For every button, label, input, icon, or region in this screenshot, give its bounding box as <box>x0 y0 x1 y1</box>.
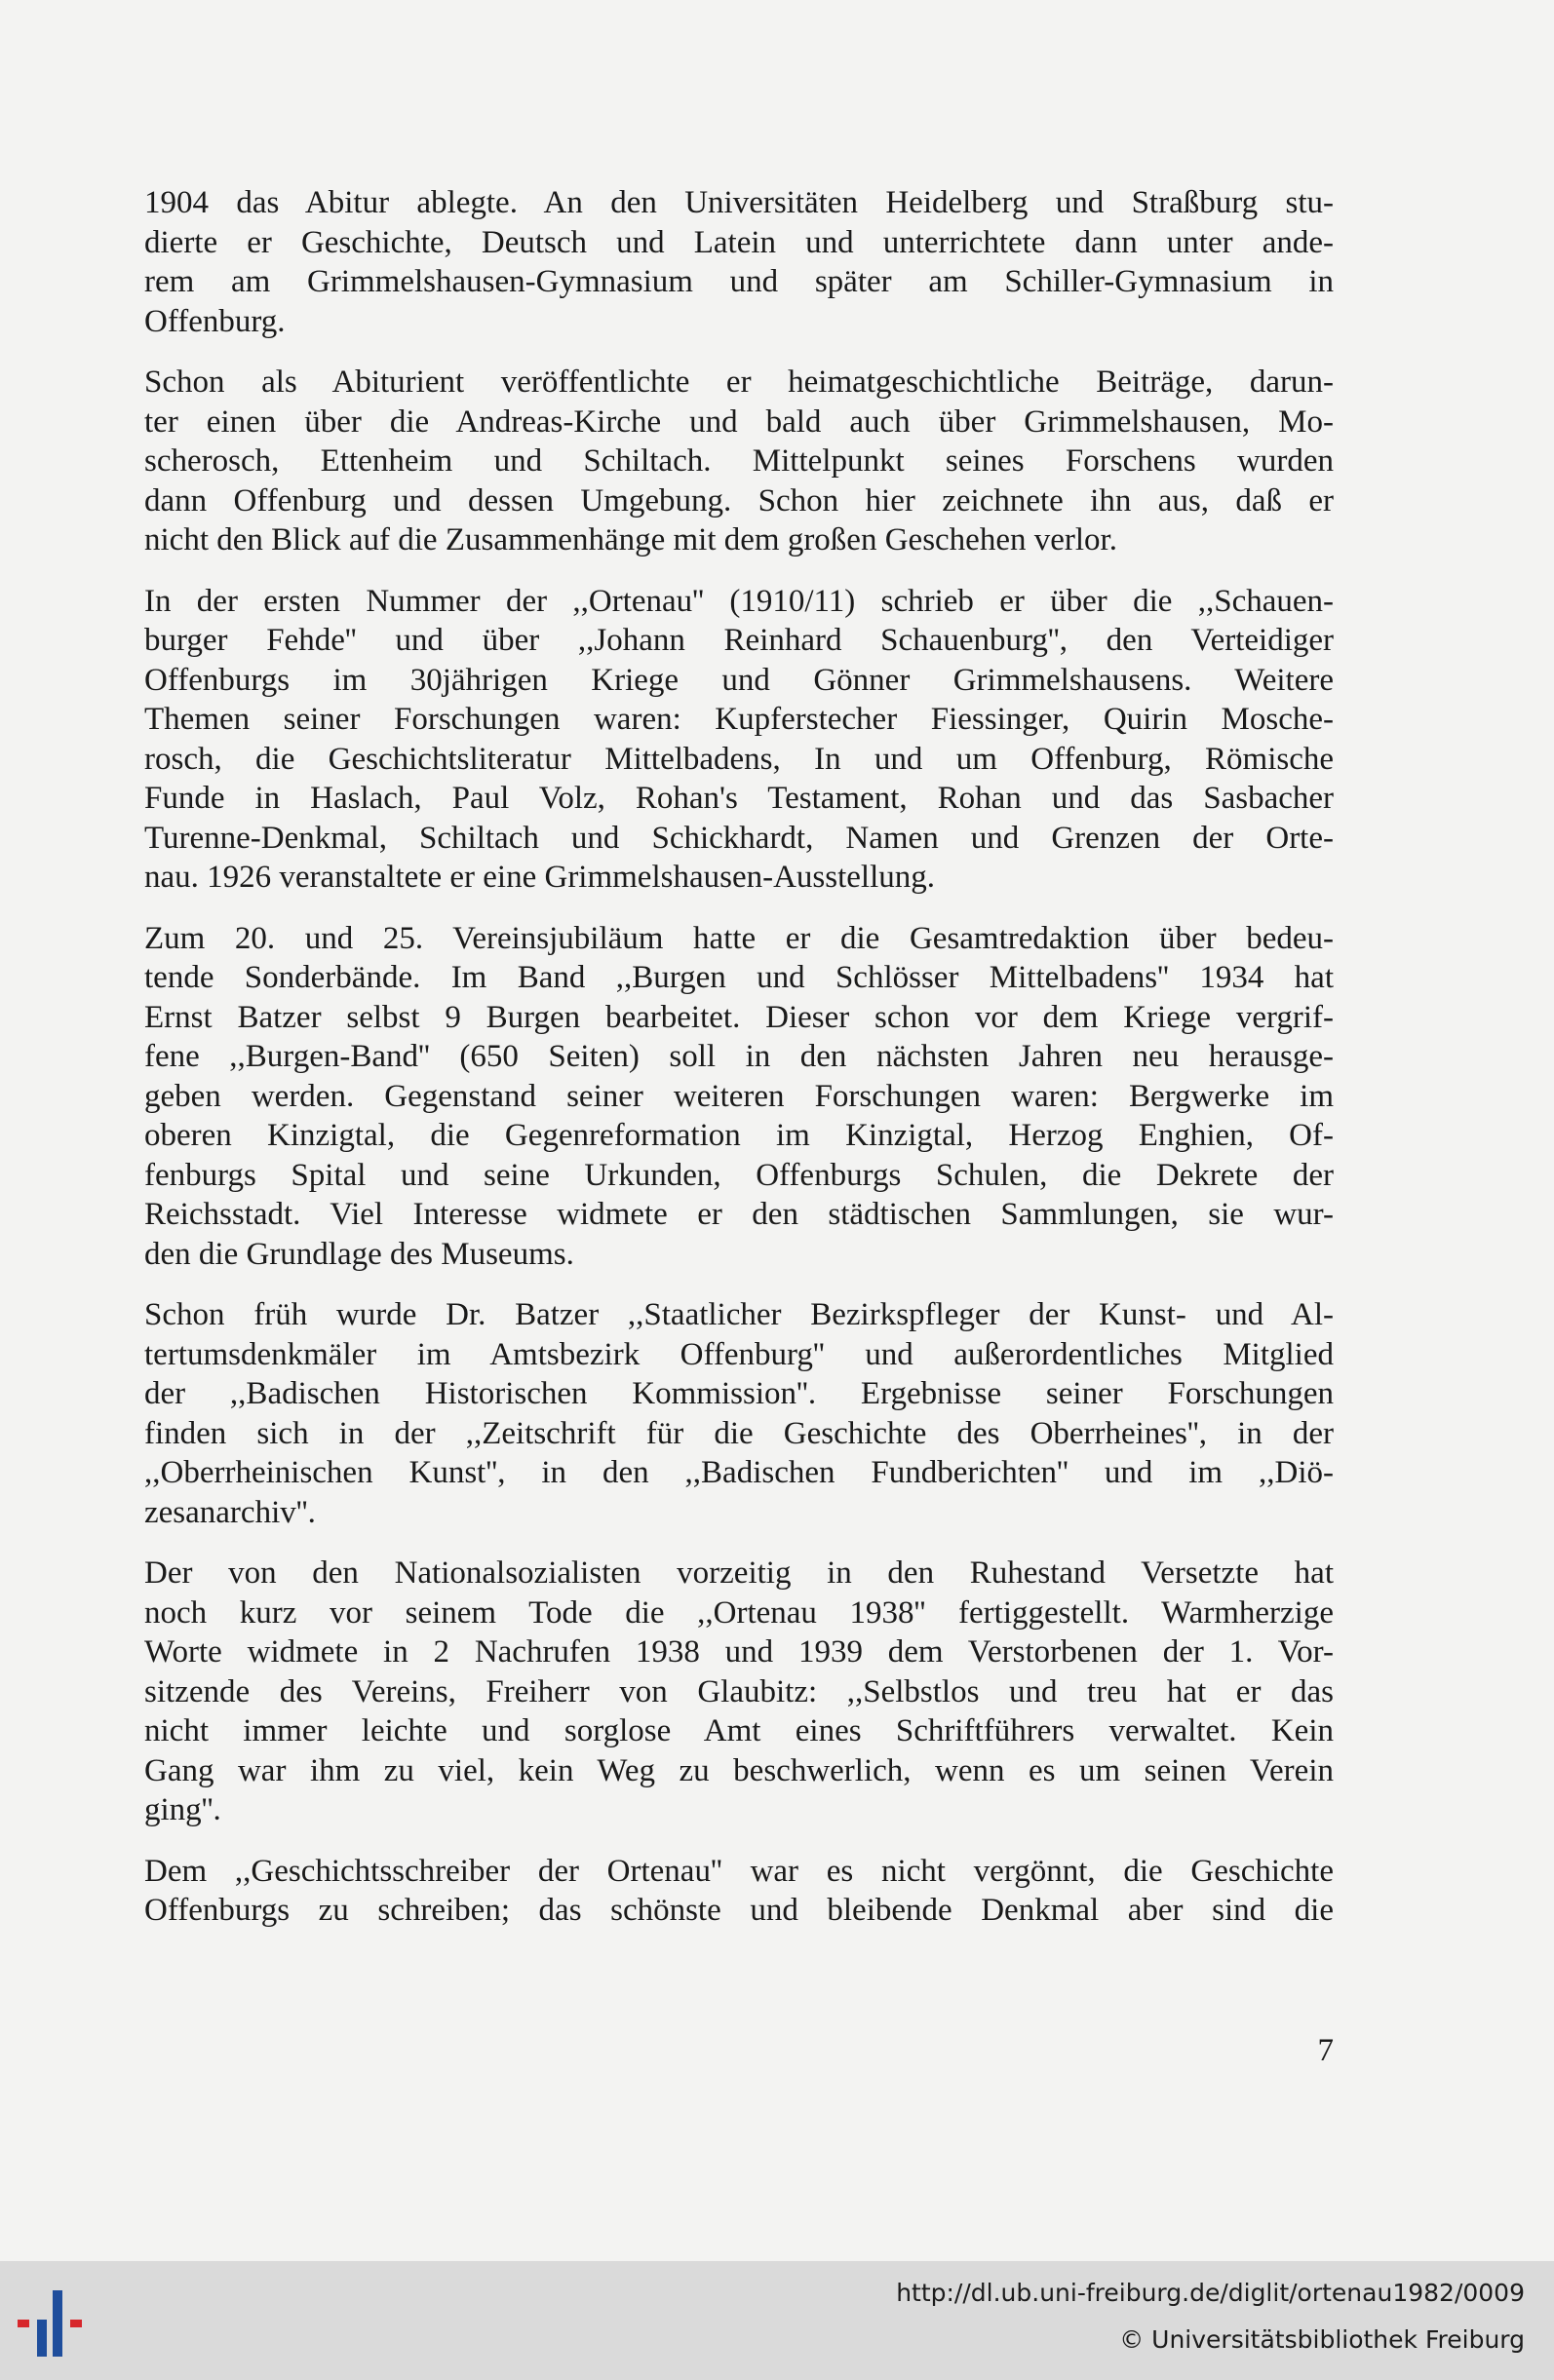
text-line: tende Sonderbände. Im Band ,,Burgen und Schlösser Mittelbadens'' 1934 hat <box>144 960 1334 995</box>
paragraph <box>144 1554 1334 1830</box>
text-line: Turenne-Denkmal, Schiltach und Schickhardt, Namen und Grenzen der Orte- <box>144 820 1334 856</box>
ub-freiburg-logo-icon <box>18 2279 96 2366</box>
text-line: der ,,Badischen Historischen Kommission''. Ergebnisse seiner Forschungen <box>144 1376 1334 1411</box>
text-line: scherosch, Ettenheim und Schiltach. Mittelpunkt seines Forschens wurden <box>144 443 1334 479</box>
text-line: nicht immer leichte und sorglose Amt eines Schriftführers verwaltet. Kein <box>144 1713 1334 1748</box>
text-line: noch kurz vor seinem Tode die ,,Ortenau 1938'' fertiggestellt. Warmherzige <box>144 1594 1334 1631</box>
text-line: burger Fehde'' und über ,,Johann Reinhard Schauenburg'', den Verteidiger <box>144 623 1334 658</box>
body-text <box>144 183 1334 1952</box>
text-line: zesanarchiv''. <box>144 1494 316 1530</box>
text-line: dann Offenburg und dessen Umgebung. Schon hier zeichnete ihn aus, daß er <box>144 482 1334 518</box>
paragraph <box>144 582 1334 898</box>
text-line: Gang war ihm zu viel, kein Weg zu beschwerlich, wenn es um seinen Verein <box>144 1752 1334 1788</box>
footer-url-link[interactable]: http://dl.ub.uni-freiburg.de/diglit/ortenau1982/0009 <box>896 2279 1525 2307</box>
text-line: dierte er Geschichte, Deutsch und Latein und unterrichtete dann unter ande- <box>144 224 1334 260</box>
text-line: Funde in Haslach, Paul Volz, Rohan's Testament, Rohan und das Sasbacher <box>144 781 1334 816</box>
text-line: fenburgs Spital und seine Urkunden, Offenburgs Schulen, die Dekrete der <box>144 1157 1334 1193</box>
paragraph <box>144 1295 1334 1532</box>
text-line: rosch, die Geschichtsliteratur Mittelbadens, In und um Offenburg, Römische <box>144 741 1334 777</box>
text-line: Der von den Nationalsozialisten vorzeitig in den Ruhestand Versetzte hat <box>144 1555 1334 1591</box>
text-line: Offenburgs im 30jährigen Kriege und Gönner Grimmelshausens. Weitere <box>144 662 1334 698</box>
text-line: ,,Oberrheinischen Kunst'', in den ,,Badischen Fundberichten'' und im ,,Diö- <box>144 1455 1334 1490</box>
paragraph <box>144 363 1334 560</box>
text-line: den die Grundlage des Museums. <box>144 1236 574 1272</box>
footer-band <box>0 2261 1554 2380</box>
text-line: Schon als Abiturient veröffentlichte er heimatgeschichtliche Beiträge, darun- <box>144 365 1334 400</box>
text-line: Offenburgs zu schreiben; das schönste und bleibende Denkmal aber sind die <box>144 1893 1334 1928</box>
text-line: Ernst Batzer selbst 9 Burgen bearbeitet. Dieser schon vor dem Kriege vergrif- <box>144 999 1334 1035</box>
text-line: Themen seiner Forschungen waren: Kupferstecher Fiessinger, Quirin Mosche- <box>144 702 1334 737</box>
text-line: Offenburg. <box>144 303 286 339</box>
paragraph <box>144 919 1334 1275</box>
text-line: rem am Grimmelshausen-Gymnasium und später am Schiller-Gymnasium in <box>144 264 1334 299</box>
text-line: 1904 das Abitur ablegte. An den Universitäten Heidelberg und Straßburg stu- <box>144 185 1334 220</box>
text-line: geben werden. Gegenstand seiner weiteren Forschungen waren: Bergwerke im <box>144 1078 1334 1114</box>
footer-copyright: © Universitätsbibliothek Freiburg <box>1119 2325 1525 2354</box>
text-line: fene ,,Burgen-Band'' (650 Seiten) soll in den nächsten Jahren neu herausge- <box>144 1039 1334 1074</box>
page-number: 7 <box>1317 2033 1334 2068</box>
text-line: oberen Kinzigtal, die Gegenreformation im Kinzigtal, Herzog Enghien, Of- <box>144 1118 1334 1153</box>
text-line: Reichsstadt. Viel Interesse widmete er den städtischen Sammlungen, sie wur- <box>144 1197 1334 1232</box>
text-line: ter einen über die Andreas-Kirche und bald auch über Grimmelshausen, Mo- <box>144 403 1334 440</box>
text-line: finden sich in der ,,Zeitschrift für die Geschichte des Oberrheines'', in der <box>144 1415 1334 1451</box>
paragraph <box>144 1852 1334 1931</box>
text-line: nau. 1926 veranstaltete er eine Grimmelshausen-Ausstellung. <box>144 860 936 895</box>
text-line: Schon früh wurde Dr. Batzer ,,Staatlicher Bezirkspfleger der Kunst- und Al- <box>144 1297 1334 1332</box>
text-line: Zum 20. und 25. Vereinsjubiläum hatte er die Gesamtredaktion über bedeu- <box>144 920 1334 956</box>
text-line: nicht den Blick auf die Zusammenhänge mit dem großen Geschehen verlor. <box>144 522 1117 557</box>
text-line: Worte widmete in 2 Nachrufen 1938 und 1939 dem Verstorbenen der 1. Vor- <box>144 1634 1334 1670</box>
text-line: In der ersten Nummer der ,,Ortenau'' (1910/11) schrieb er über die ,,Schauen- <box>144 583 1334 619</box>
text-line: ging''. <box>144 1792 221 1827</box>
text-line: tertumsdenkmäler im Amtsbezirk Offenburg'' und außerordentliches Mitglied <box>144 1336 1334 1372</box>
text-line: Dem ,,Geschichtsschreiber der Ortenau'' war es nicht vergönnt, die Geschichte <box>144 1853 1334 1889</box>
paragraph <box>144 183 1334 341</box>
text-line: sitzende des Vereins, Freiherr von Glaubitz: ,,Selbstlos und treu hat er das <box>144 1673 1334 1709</box>
